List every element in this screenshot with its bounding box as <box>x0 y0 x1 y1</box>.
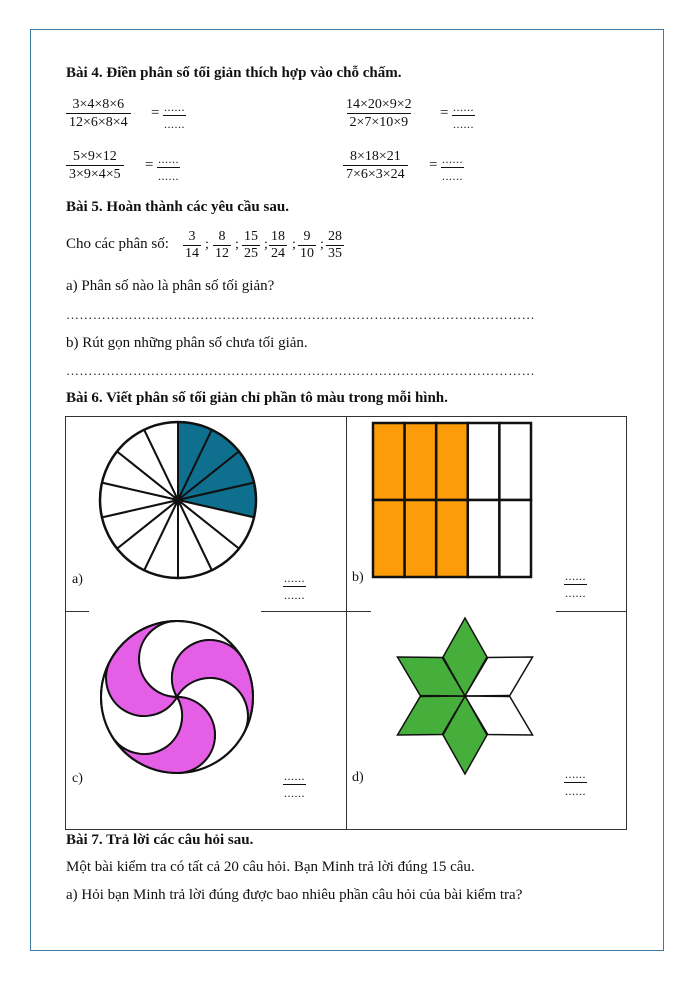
bai4-blank-1-denominator: ...... <box>164 117 185 131</box>
bai4-answer-blank-1[interactable] <box>163 101 186 130</box>
bai5-fraction-2-numerator: 8 <box>218 229 226 244</box>
bai5-fraction-3-denominator: 25 <box>244 246 258 261</box>
bai4-answer-blank-4[interactable] <box>441 153 464 182</box>
bai4-fraction-2-denominator: 2×7×10×9 <box>347 113 412 131</box>
bai4-blank-1-numerator: ...... <box>164 100 185 114</box>
figure-c-blank-numerator: ...... <box>284 769 305 783</box>
bai5-fraction-2-denominator: 12 <box>215 246 229 261</box>
shaded-cell <box>373 500 405 577</box>
bai5-heading: Bài 5. Hoàn thành các yêu cầu sau. <box>66 199 289 215</box>
bai4-answer-blank-2[interactable] <box>452 101 475 130</box>
bai5-fraction-1-numerator: 3 <box>188 229 196 244</box>
bai4-fraction-3-denominator: 3×9×4×5 <box>66 165 124 183</box>
bai4-equals-1: = <box>151 105 160 121</box>
bai4-answer-blank-3[interactable] <box>157 153 180 182</box>
bai5-fraction-4-denominator: 24 <box>271 246 285 261</box>
bai4-fraction-1-numerator: 3×4×8×6 <box>72 97 125 112</box>
figure-a-answer-blank[interactable] <box>283 572 306 601</box>
figure-b-blank-numerator: ...... <box>565 569 586 583</box>
figure-c-blank-denominator: ...... <box>284 786 305 800</box>
cell <box>468 423 500 500</box>
bai5-separator: ; <box>320 237 324 252</box>
bai5-fraction-1-denominator: 14 <box>185 246 199 261</box>
bai4-fraction-4-numerator: 8×18×21 <box>349 149 401 164</box>
bai4-fraction-3-numerator: 5×9×12 <box>72 149 117 164</box>
bai5-fraction-6-denominator: 35 <box>328 246 342 261</box>
figure-b-label: b) <box>352 570 364 585</box>
bai4-blank-3-numerator: ...... <box>158 152 179 166</box>
figure-d-blank-denominator: ...... <box>565 784 586 798</box>
bai5-fraction-3-numerator: 15 <box>244 229 258 244</box>
bai4-heading: Bài 4. Điền phân số tối giản thích hợp vào chỗ chấm. <box>66 65 402 81</box>
figure-b-rectangle <box>372 422 532 578</box>
figure-a-label: a) <box>72 572 83 587</box>
bai7-question-a: a) Hỏi bạn Minh trả lời đúng được bao nhiêu phần câu hỏi của bài kiểm tra? <box>66 887 523 903</box>
bai4-fraction-2-numerator: 14×20×9×2 <box>346 97 412 112</box>
cell <box>468 500 500 577</box>
bai5-answer-line-a[interactable]: …………………………………………………………………………………………… <box>66 307 535 322</box>
bai5-question-b: b) Rút gọn những phân số chưa tối giản. <box>66 335 308 351</box>
grid-divider-vertical <box>346 416 347 830</box>
bai4-blank-2-denominator: ...... <box>453 117 474 131</box>
grid-divider-horizontal <box>556 611 627 612</box>
bai6-heading: Bài 6. Viết phân số tối giản chỉ phần tô màu trong mỗi hình. <box>66 390 448 406</box>
bai5-fraction-6 <box>326 229 344 262</box>
grid-divider-horizontal <box>65 611 89 612</box>
shaded-cell <box>405 500 437 577</box>
bai7-heading: Bài 7. Trả lời các câu hỏi sau. <box>66 832 254 848</box>
bai5-fraction-1 <box>183 229 201 262</box>
bai5-fraction-4-numerator: 18 <box>271 229 285 244</box>
figure-c-swirl-circle <box>98 615 256 779</box>
bai5-separator: ; <box>292 237 296 252</box>
figure-c-label: c) <box>72 771 83 786</box>
bai4-blank-2-numerator: ...... <box>453 100 474 114</box>
figure-a-circle <box>98 420 258 580</box>
bai4-equals-4: = <box>429 157 438 173</box>
bai5-fraction-5-denominator: 10 <box>300 246 314 261</box>
figure-a-blank-numerator: ...... <box>284 571 305 585</box>
bai4-blank-4-numerator: ...... <box>442 152 463 166</box>
bai5-separator: ; <box>264 237 268 252</box>
bai4-fraction-4 <box>343 148 408 183</box>
shaded-cell <box>436 500 468 577</box>
bai5-fraction-5 <box>298 229 316 262</box>
cell <box>499 500 531 577</box>
bai5-fraction-6-numerator: 28 <box>328 229 342 244</box>
figure-a-blank-denominator: ...... <box>284 588 305 602</box>
figure-d-star <box>372 618 562 774</box>
cell <box>499 423 531 500</box>
bai5-fraction-3 <box>242 229 260 262</box>
bai4-blank-4-denominator: ...... <box>442 169 463 183</box>
bai5-fraction-4 <box>269 229 287 262</box>
bai4-fraction-2 <box>343 96 415 131</box>
figure-b-answer-blank[interactable] <box>564 570 587 599</box>
bai4-blank-3-denominator: ...... <box>158 169 179 183</box>
bai4-equals-3: = <box>145 157 154 173</box>
bai4-fraction-3 <box>66 148 124 183</box>
bai4-fraction-1-denominator: 12×6×8×4 <box>66 113 131 131</box>
bai5-question-a: a) Phân số nào là phân số tối giản? <box>66 278 275 294</box>
bai5-fraction-5-numerator: 9 <box>303 229 311 244</box>
bai4-fraction-1 <box>66 96 131 131</box>
figure-c-answer-blank[interactable] <box>283 770 306 799</box>
figure-d-label: d) <box>352 770 364 785</box>
bai5-answer-line-b[interactable]: …………………………………………………………………………………………… <box>66 363 535 378</box>
shaded-cell <box>436 423 468 500</box>
figure-b-blank-denominator: ...... <box>565 586 586 600</box>
shaded-cell <box>373 423 405 500</box>
bai4-fraction-4-denominator: 7×6×3×24 <box>343 165 408 183</box>
bai5-separator: ; <box>205 237 209 252</box>
figure-d-answer-blank[interactable] <box>564 768 587 797</box>
grid-divider-horizontal <box>261 611 371 612</box>
bai5-intro: Cho các phân số: <box>66 236 169 252</box>
bai7-statement: Một bài kiểm tra có tất cả 20 câu hỏi. Bạn Minh trả lời đúng 15 câu. <box>66 859 475 875</box>
figure-d-blank-numerator: ...... <box>565 767 586 781</box>
shaded-cell <box>405 423 437 500</box>
bai5-fraction-2 <box>213 229 231 262</box>
bai4-equals-2: = <box>440 105 449 121</box>
bai5-separator: ; <box>235 237 239 252</box>
